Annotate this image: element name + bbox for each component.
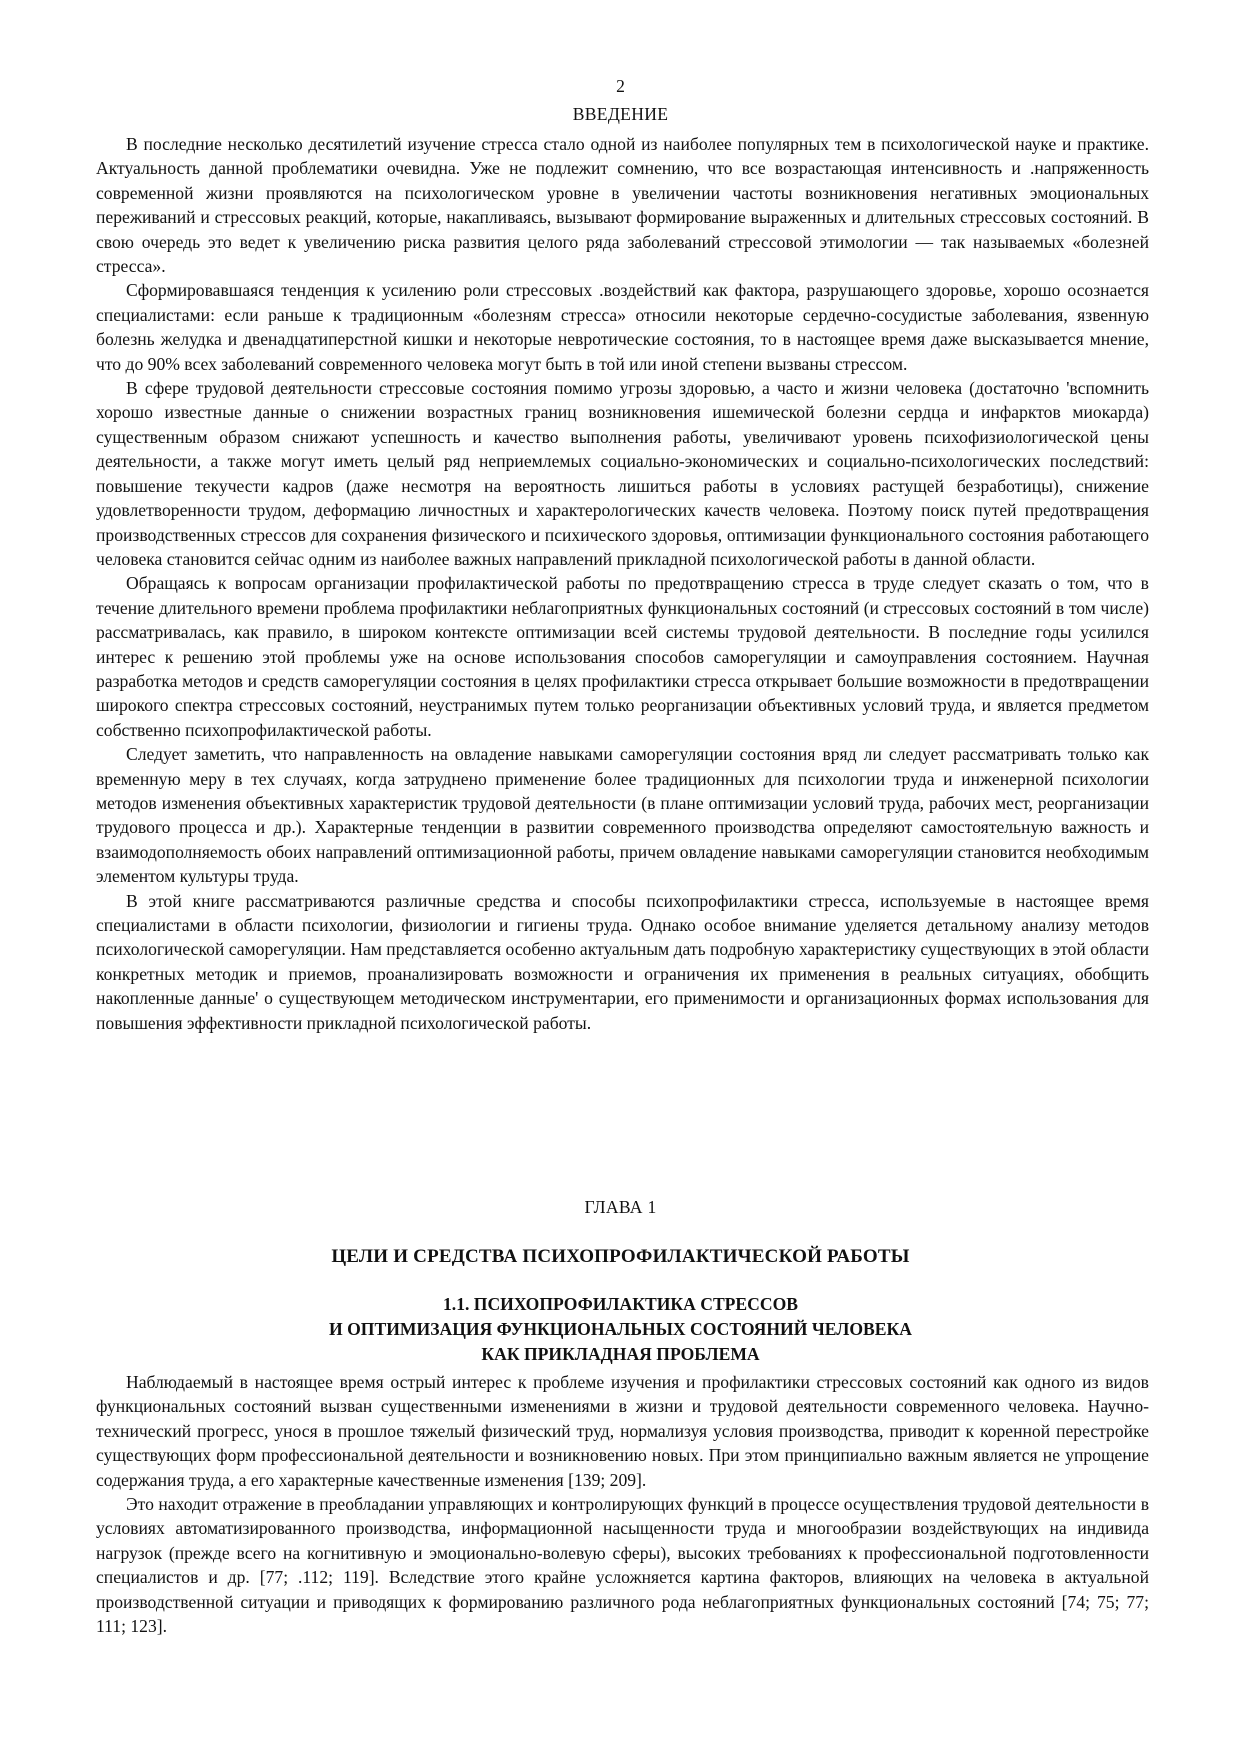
intro-heading: ВВЕДЕНИЕ	[572, 104, 669, 124]
page-number: 2	[616, 76, 625, 96]
intro-paragraph: Сформировавшаяся тенденция к усилению роли стрессовых .воздействий как фактора, разрушающего здоровье, хорошо осознается специалистами: если раньше к традиционным «болезням стресса» относили некоторые сердечно-сосудистые заболевания, язвенную болезнь желудка и двенадцатиперстной кишки и некоторые невротические состояния, то в настоящее время даже высказывается мнение, что до 90% всех заболеваний современного человека могут быть в той или иной степени вызваны стрессом.	[96, 280, 1149, 374]
chapter-title: ЦЕЛИ И СРЕДСТВА ПСИХОПРОФИЛАКТИЧЕСКОЙ РАБОТЫ	[331, 1246, 910, 1267]
intro-text	[96, 132, 1149, 1035]
chapter-label: ГЛАВА 1	[584, 1197, 657, 1217]
section-title	[0, 1292, 1241, 1367]
intro-paragraph: Обращаясь к вопросам организации профилактической работы по предотвращению стресса в труде следует сказать о том, что в течение длительного времени проблема профилактики неблагоприятных функциональных состояний (и стрессовых состояний в том числе) рассматривалась, как правило, в широком контексте оптимизации всей системы трудовой деятельности. В последние годы усилился интерес к решению этой проблемы уже на основе использования способов саморегуляции и самоуправления состоянием. Научная разработка методов и средств саморегуляции состояния в целях профилактики стресса открывает большие возможности в предотвращении широкого спектра стрессовых состояний, неустранимых путем только реорганизации объективных условий труда, и является предметом собственно психопрофилактической работы.	[96, 573, 1149, 740]
chapter-paragraph: Это находит отражение в преобладании управляющих и контролирующих функций в процессе осуществления трудовой деятельности в условиях автоматизированного производства, информационной насыщенности труда и многообразии воздействующих на индивида нагрузок (прежде всего на когнитивную и эмоционально-волевую сферы), высоких требованиях к профессиональной подготовленности специалистов и др. [77; .112; 119]. Вследствие этого крайне усложняется картина факторов, влияющих на человека в актуальной производственной ситуации и приводящих к формированию различного рода неблагоприятных функциональных состояний [74; 75; 77; 111; 123].	[96, 1494, 1149, 1637]
section-title-line: КАК ПРИКЛАДНАЯ ПРОБЛЕМА	[481, 1344, 760, 1364]
chapter-text	[96, 1370, 1149, 1638]
chapter-paragraph: Наблюдаемый в настоящее время острый интерес к проблеме изучения и профилактики стрессовых состояний как одного из видов функциональных состояний вызван существенными изменениями в жизни и трудовой деятельности современного человека. Научно-технический прогресс, унося в прошлое тяжелый физический труд, нормализуя условия производства, приводит к коренной перестройке существующих форм профессиональной деятельности и возникновению новых. При этом принципиально важным является не упрощение содержания труда, а его характерные качественные изменения [139; 209].	[96, 1372, 1149, 1490]
intro-paragraph: В последние несколько десятилетий изучение стресса стало одной из наиболее популярных тем в психологической науке и практике. Актуальность данной проблематики очевидна. Уже не подлежит сомнению, что все возрастающая интенсивность и .напряженность современной жизни проявляются на психологическом уровне в увеличении частоты возникновения негативных эмоциональных переживаний и стрессовых реакций, которые, накапливаясь, вызывают формирование выраженных и длительных стрессовых состояний. В свою очередь это ведет к увеличению риска развития целого ряда заболеваний стрессовой этимологии — так называемых «болезней стресса».	[96, 134, 1149, 277]
intro-paragraph: В этой книге рассматриваются различные средства и способы психопрофилактики стресса, используемые в настоящее время специалистами в области психологии, физиологии и гигиены труда. Однако особое внимание уделяется детальному анализу методов психологической саморегуляции. Нам представляется особенно актуальным дать подробную характеристику существующих в этой области конкретных методик и приемов, проанализировать возможности и ограничения их применения в реальных ситуациях, обобщить накопленные данные' о существующем методическом инструментарии, его применимости и организационных формах использования для повышения эффективности прикладной психологической работы.	[96, 890, 1149, 1033]
section-title-line: И ОПТИМИЗАЦИЯ ФУНКЦИОНАЛЬНЫХ СОСТОЯНИЙ ЧЕЛОВЕКА	[329, 1319, 912, 1339]
intro-paragraph: Следует заметить, что направленность на овладение навыками саморегуляции состояния вряд ли следует рассматривать только как временную меру в тех случаях, когда затруднено применение более традиционных для психологии труда и инженерной психологии методов изменения объективных характеристик трудовой деятельности (в плане оптимизации условий труда, рабочих мест, реорганизации трудового процесса и др.). Характерные тенденции в развитии современного производства определяют самостоятельную важность и взаимодополняемость обоих направлений оптимизационной работы, причем овладение навыками саморегуляции становится необходимым элементом культуры труда.	[96, 744, 1149, 887]
intro-paragraph: В сфере трудовой деятельности стрессовые состояния помимо угрозы здоровью, а часто и жизни человека (достаточно 'вспомнить хорошо известные данные о снижении возрастных границ возникновения ишемической болезни сердца и инфарктов миокарда) существенным образом снижают успешность и качество выполнения работы, увеличивают уровень психофизиологической цены деятельности, а также могут иметь целый ряд неприемлемых социально-экономических и социально-психологических последствий: повышение текучести кадров (даже несмотря на вероятность лишиться работы в условиях растущей безработицы), снижение удовлетворенности трудом, деформацию личностных и характерологических качеств человека. Поэтому поиск путей предотвращения производственных стрессов для сохранения физического и психического здоровья, оптимизации функционального состояния работающего человека становится сейчас одним из наиболее важных направлений прикладной психологической работы в данной области.	[96, 378, 1149, 569]
section-title-line: 1.1. ПСИХОПРОФИЛАКТИКА СТРЕССОВ	[443, 1294, 798, 1314]
